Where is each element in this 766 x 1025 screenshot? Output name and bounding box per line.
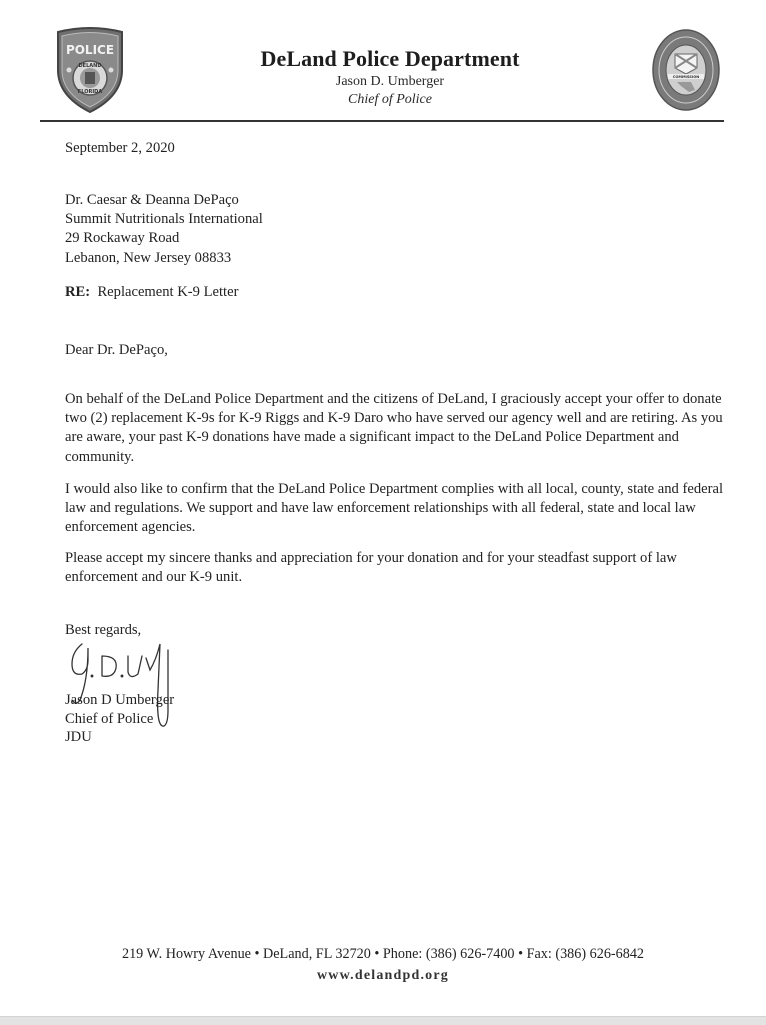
- subject-text: Replacement K-9 Letter: [97, 284, 239, 300]
- salutation: Dear Dr. DePaço,: [65, 342, 168, 358]
- body-paragraph: On behalf of the DeLand Police Department and the citizens of DeLand, I graciously accept your offer to donate two (2) replacement K-9s for K-9 Riggs and K-9 Daro who have served our agency well and are retiring. As you are aware, your past K-9 donations have made a significant impact to the DeLand Police Department and community.: [65, 391, 723, 465]
- subject-label: RE:: [65, 284, 91, 300]
- recipient-street: 29 Rockaway Road: [65, 230, 180, 247]
- signature-block: [65, 691, 174, 747]
- recipient-address: [65, 191, 263, 268]
- accreditation-seal-icon: [651, 28, 721, 112]
- closing: Best regards,: [65, 622, 142, 638]
- badge-police-text: POLICE: [65, 43, 115, 57]
- body-paragraph: I would also like to confirm that the DeLand Police Department complies with all local, county, state and federal law and regulations. We support and have law enforcement relationships with all federal, state and local law enforcement agencies.: [65, 481, 724, 536]
- footer-address: 219 W. Howry Avenue • DeLand, FL 32720 • Phone: (386) 626-7400 • Fax: (386) 626-6842: [121, 946, 645, 962]
- chief-name: Jason D. Umberger: [335, 74, 445, 89]
- department-name: DeLand Police Department: [260, 46, 520, 71]
- signer-name: Jason D Umberger: [65, 692, 175, 708]
- recipient-name: Dr. Caesar & Deanna DePaço: [65, 192, 239, 208]
- recipient-company: Summit Nutritionals International: [65, 211, 263, 228]
- signer-title: Chief of Police: [65, 710, 154, 727]
- letter-date: September 2, 2020: [65, 140, 175, 156]
- letterhead: [200, 46, 580, 109]
- chief-title: Chief of Police: [348, 92, 432, 107]
- badge-state-text: FLORIDA: [77, 89, 103, 95]
- footer-website[interactable]: www.delandpd.org: [316, 968, 449, 983]
- body-paragraph: Please accept my sincere thanks and appreciation for your donation and for your steadfast support of law enforcement and our K-9 unit.: [65, 550, 677, 586]
- police-badge-icon: [52, 26, 128, 114]
- badge-city-text: DELAND: [78, 63, 102, 69]
- header-divider: [40, 120, 724, 122]
- seal-band-text: COMMISSION: [672, 75, 700, 79]
- recipient-city: Lebanon, New Jersey 08833: [65, 249, 232, 266]
- subject-line: [65, 283, 238, 302]
- signer-initials: JDU: [65, 729, 92, 745]
